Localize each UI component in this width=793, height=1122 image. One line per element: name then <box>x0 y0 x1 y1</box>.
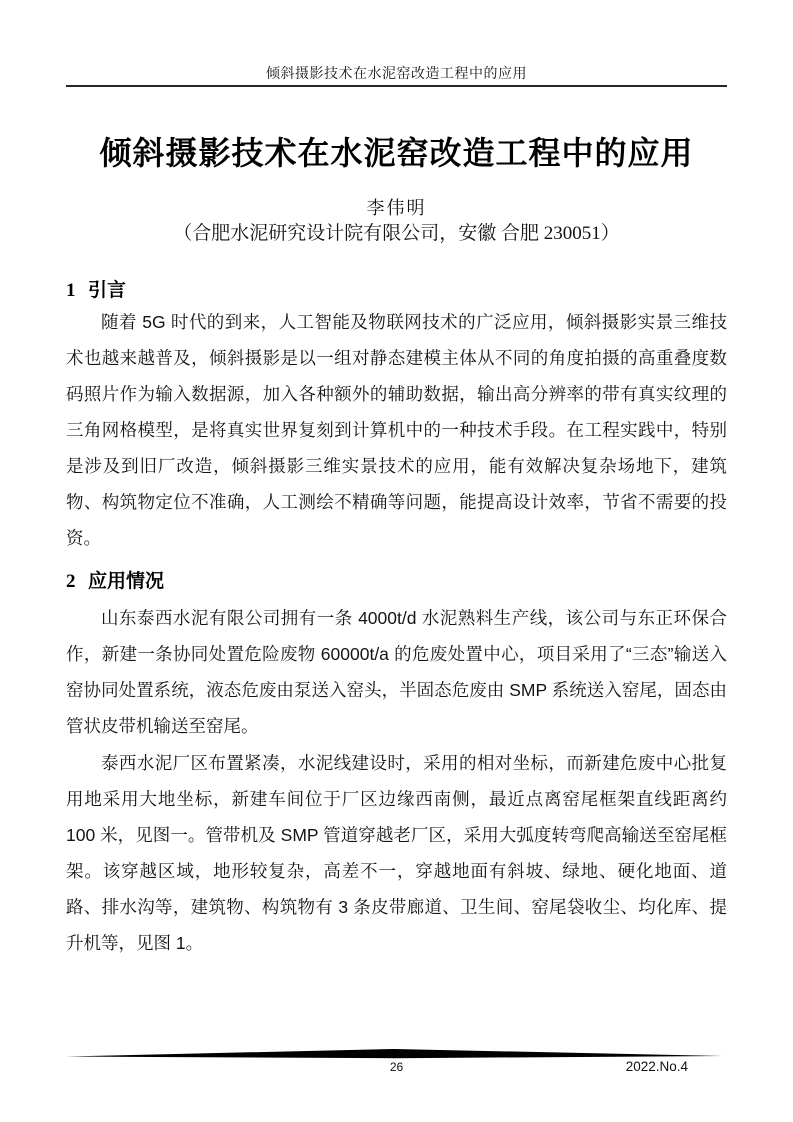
running-header: 倾斜摄影技术在水泥窑改造工程中的应用 <box>266 67 527 82</box>
section-2-title: 应用情况 <box>88 571 165 592</box>
footer-issue: 2022.No.4 <box>625 1059 688 1074</box>
section-1-heading <box>66 275 727 302</box>
section-1-title: 引言 <box>88 280 127 301</box>
section-2-heading <box>66 566 727 593</box>
section-2-paragraph-1: 山东泰西水泥有限公司拥有一条 4000t/d 水泥熟料生产线，该公司与东正环保合作，新建一条协同处置危险废物 60000t/a 的危废处置中心，项目采用了“三态”输送入窑协同处置系统，液态危废由泵送入窑头，半固态危废由 SMP 系统送入窑尾，固态由管状皮带机输送至窑尾。 <box>66 608 727 736</box>
author-affiliation: （合肥水泥研究设计院有限公司，安徽 合肥 230051） <box>173 223 620 244</box>
section-1-number: 1 <box>66 280 76 301</box>
article-title: 倾斜摄影技术在水泥窑改造工程中的应用 <box>99 135 694 171</box>
author-name: 李伟明 <box>366 198 427 218</box>
section-2-number: 2 <box>66 571 76 592</box>
footer-page-number: 26 <box>389 1060 404 1074</box>
header-rule <box>66 85 727 87</box>
footer-rule <box>66 1049 723 1059</box>
section-2-paragraph-2: 泰西水泥厂区布置紧凑，水泥线建设时，采用的相对坐标，而新建危废中心批复用地采用大地坐标，新建车间位于厂区边缘西南侧，最近点离窑尾框架直线距离约 100 米，见图一。管带机及 SMP 管道穿越老厂区，采用大弧度转弯爬高输送至窑尾框架。该穿越区域，地形较复杂，高差不一，穿越地面有斜坡、绿地、硬化地面、道路、排水沟等，建筑物、构筑物有 3 条皮带廊道、卫生间、窑尾袋收尘、均化库、提升机等，见图 1。 <box>66 753 727 953</box>
section-1-paragraph: 随着 5G 时代的到来，人工智能及物联网技术的广泛应用，倾斜摄影实景三维技术也越来越普及，倾斜摄影是以一组对静态建模主体从不同的角度拍摄的高重叠度数码照片作为输入数据源，加入各种额外的辅助数据，输出高分辨率的带有真实纹理的三角网格模型，是将真实世界复刻到计算机中的一种技术手段。在工程实践中，特别是涉及到旧厂改造，倾斜摄影三维实景技术的应用，能有效解决复杂场地下，建筑物、构筑物定位不准确，人工测绘不精确等问题，能提高设计效率，节省不需要的投资。 <box>66 312 727 548</box>
